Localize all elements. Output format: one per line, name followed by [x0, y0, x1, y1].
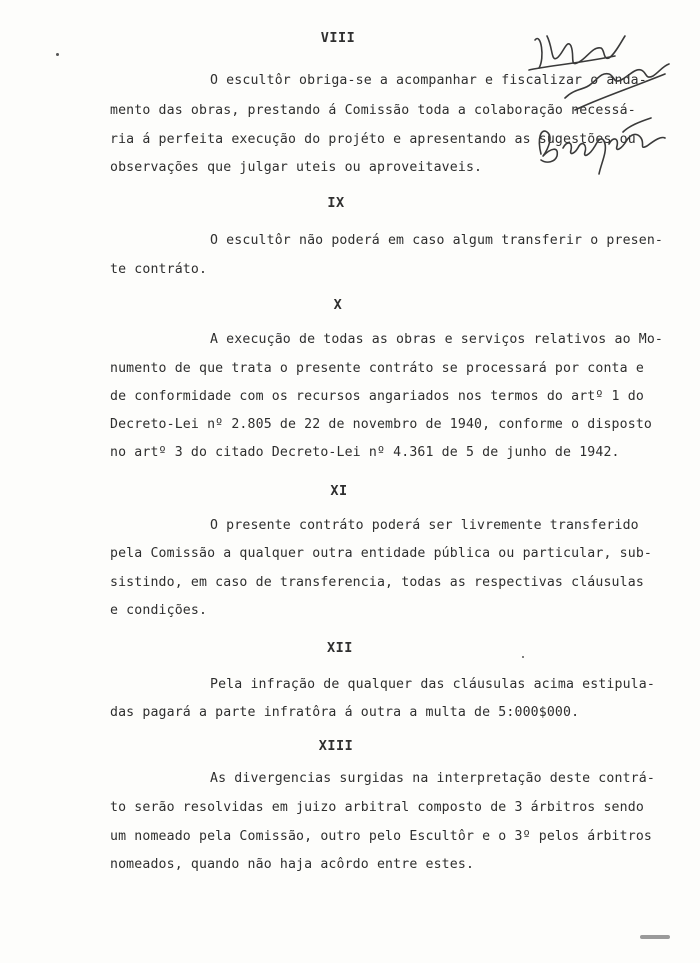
section-xi-line-4: e condições.: [110, 603, 208, 618]
scan-smudge: [640, 935, 670, 939]
section-xiii-line-1: As divergencias surgidas na interpretação deste contrá-: [210, 771, 655, 786]
section-x-line-4: Decreto-Lei nº 2.805 de 22 de novembro de 1940, conforme o disposto: [110, 417, 652, 432]
section-xiii-line-3: um nomeado pela Comissão, outro pelo Escultôr e o 3º pelos árbitros: [110, 829, 652, 844]
section-heading-xiii: XIII: [318, 738, 354, 754]
section-heading-xi: XI: [330, 483, 348, 499]
section-viii-line-3: ria á perfeita execução do projéto e apresentando as sugestões ou: [110, 132, 636, 147]
scan-speck: [522, 656, 524, 658]
section-xiii-line-2: to serão resolvidas em juizo arbitral composto de 3 árbitros sendo: [110, 800, 644, 815]
section-x-line-2: numento de que trata o presente contráto se processará por conta e: [110, 361, 644, 376]
section-heading-viii: VIII: [320, 30, 356, 46]
section-heading-x: X: [333, 297, 343, 313]
section-xi-line-1: O presente contráto poderá ser livremente transferido: [210, 518, 639, 533]
section-viii-line-4: observações que julgar uteis ou aproveitaveis.: [110, 160, 483, 175]
section-x-line-1: A execução de todas as obras e serviços relativos ao Mo-: [210, 332, 664, 347]
section-xiii-line-4: nomeados, quando não haja acôrdo entre estes.: [110, 857, 475, 872]
section-xi-line-3: sistindo, em caso de transferencia, todas as respectivas cláusulas: [110, 575, 644, 590]
scan-speck: [56, 53, 59, 56]
section-ix-line-2: te contráto.: [110, 262, 208, 277]
section-viii-line-1: O escultôr obriga-se a acompanhar e fiscalizar o anda-: [210, 73, 647, 88]
section-heading-ix: IX: [327, 195, 345, 211]
section-viii-line-2: mento das obras, prestando á Comissão toda a colaboração necessá-: [110, 103, 636, 118]
section-ix-line-1: O escultôr não poderá em caso algum transferir o presen-: [210, 233, 664, 248]
section-xii-line-2: das pagará a parte infratôra á outra a multa de 5:000$000.: [110, 705, 580, 720]
section-heading-xii: XII: [327, 640, 353, 656]
handwritten-signature-icon: [505, 28, 680, 193]
section-xi-line-2: pela Comissão a qualquer outra entidade pública ou particular, sub-: [110, 546, 652, 561]
section-xii-line-1: Pela infração de qualquer das cláusulas acima estipula-: [210, 677, 655, 692]
section-x-line-5: no artº 3 do citado Decreto-Lei nº 4.361 de 5 de junho de 1942.: [110, 445, 620, 460]
section-x-line-3: de conformidade com os recursos angariados nos termos do artº 1 do: [110, 389, 644, 404]
